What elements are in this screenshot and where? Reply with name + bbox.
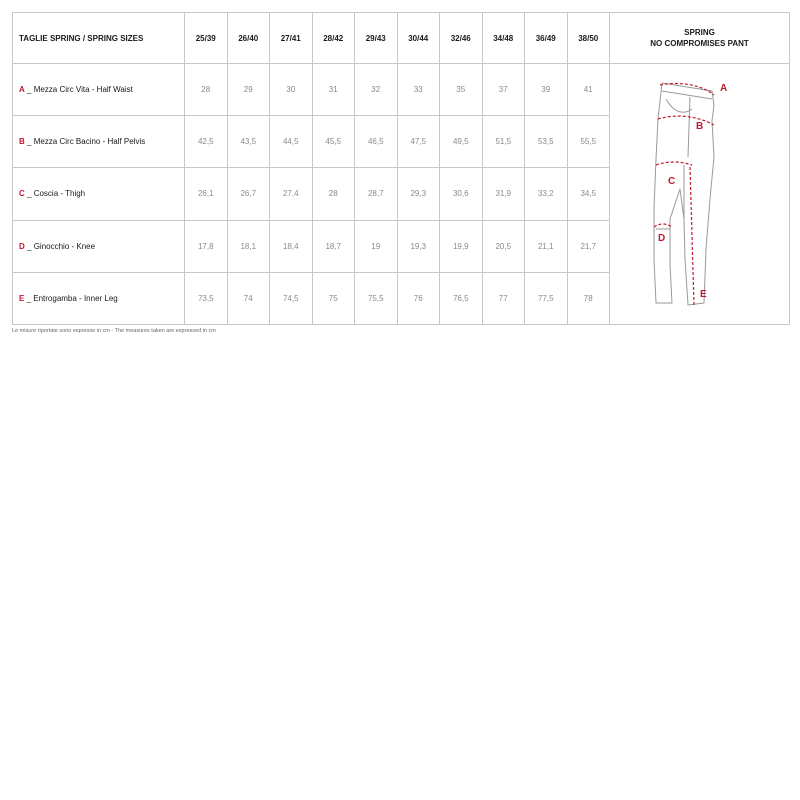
measure-letter: A: [19, 85, 25, 95]
size-header: 27/41: [270, 13, 313, 64]
measure-letter: E: [19, 293, 25, 303]
value-cell: 31: [312, 64, 355, 116]
row-label-waist: [13, 64, 185, 116]
label-separator: _: [24, 293, 34, 303]
value-cell: 20,5: [482, 220, 525, 272]
value-cell: 19: [355, 220, 398, 272]
measure-name: Ginocchio - Knee: [33, 241, 96, 251]
value-cell: 45,5: [312, 116, 355, 168]
marker-d: D: [657, 233, 665, 244]
measure-name: Entrogamba - Inner Leg: [33, 293, 118, 303]
row-label-inner-leg: [13, 272, 185, 324]
value-cell: 42,5: [185, 116, 228, 168]
label-separator: _: [24, 137, 34, 147]
size-header: 26/40: [227, 13, 270, 64]
value-cell: 18,4: [270, 220, 313, 272]
size-header: 32/46: [440, 13, 483, 64]
value-cell: 29: [227, 64, 270, 116]
value-cell: 41: [567, 64, 610, 116]
value-cell: 75,5: [355, 272, 398, 324]
value-cell: 18,1: [227, 220, 270, 272]
product-line-1: SPRING: [684, 28, 715, 37]
marker-a: A: [719, 83, 727, 94]
marker-e: E: [699, 289, 707, 300]
value-cell: 49,5: [440, 116, 483, 168]
value-cell: 35: [440, 64, 483, 116]
measure-a-line: [660, 83, 714, 95]
size-header: 30/44: [397, 13, 440, 64]
table-row: [13, 64, 790, 116]
value-cell: 34,5: [567, 168, 610, 220]
size-chart-table: [12, 12, 790, 325]
value-cell: 43,5: [227, 116, 270, 168]
value-cell: 31,9: [482, 168, 525, 220]
label-separator: _: [24, 241, 34, 251]
pocket-line: [666, 99, 692, 112]
value-cell: 28: [185, 64, 228, 116]
value-cell: 47,5: [397, 116, 440, 168]
label-separator: _: [24, 189, 34, 199]
value-cell: 17,8: [185, 220, 228, 272]
value-cell: 30: [270, 64, 313, 116]
value-cell: 77,5: [525, 272, 568, 324]
size-header: 28/42: [312, 13, 355, 64]
value-cell: 26,7: [227, 168, 270, 220]
value-cell: 30,6: [440, 168, 483, 220]
value-cell: 19,9: [440, 220, 483, 272]
value-cell: 27,4: [270, 168, 313, 220]
size-header: 38/50: [567, 13, 610, 64]
value-cell: 53,5: [525, 116, 568, 168]
measure-letter: C: [19, 189, 25, 199]
value-cell: 33,2: [525, 168, 568, 220]
product-name: [610, 13, 790, 64]
measure-letter: D: [19, 241, 25, 251]
value-cell: 51,5: [482, 116, 525, 168]
measure-name: Coscia - Thigh: [33, 189, 86, 199]
measure-d-line: [654, 224, 672, 227]
value-cell: 39: [525, 64, 568, 116]
value-cell: 46,5: [355, 116, 398, 168]
size-header: 36/49: [525, 13, 568, 64]
value-cell: 33: [397, 64, 440, 116]
row-label-pelvis: [13, 116, 185, 168]
value-cell: 73,5: [185, 272, 228, 324]
value-cell: 74,5: [270, 272, 313, 324]
table-title: TAGLIE SPRING / SPRING SIZES: [13, 13, 185, 64]
label-separator: _: [24, 85, 34, 95]
value-cell: 74: [227, 272, 270, 324]
value-cell: 19,3: [397, 220, 440, 272]
row-label-knee: [13, 220, 185, 272]
value-cell: 29,3: [397, 168, 440, 220]
measure-e-line: [690, 167, 694, 305]
measure-name: Mezza Circ Bacino - Half Pelvis: [33, 137, 146, 147]
size-header: 34/48: [482, 13, 525, 64]
measure-b-line: [658, 116, 714, 125]
waistband-line: [662, 91, 712, 99]
size-header: 25/39: [185, 13, 228, 64]
size-header: 29/43: [355, 13, 398, 64]
header-row: [13, 13, 790, 64]
value-cell: 21,1: [525, 220, 568, 272]
measurement-footnote: Le misure riportate sono espresse in cm - The measures taken are expressed in cm: [12, 328, 216, 334]
measure-c-line: [656, 162, 692, 165]
pant-diagram: [640, 69, 760, 319]
value-cell: 26,1: [185, 168, 228, 220]
measure-name: Mezza Circ Vita - Half Waist: [33, 85, 133, 95]
row-label-thigh: [13, 168, 185, 220]
value-cell: 77: [482, 272, 525, 324]
measure-letter: B: [19, 137, 25, 147]
value-cell: 55,5: [567, 116, 610, 168]
value-cell: 44,5: [270, 116, 313, 168]
value-cell: 37: [482, 64, 525, 116]
marker-c: C: [667, 176, 675, 187]
value-cell: 32: [355, 64, 398, 116]
value-cell: 78: [567, 272, 610, 324]
marker-b: B: [695, 121, 703, 132]
value-cell: 76,5: [440, 272, 483, 324]
value-cell: 76: [397, 272, 440, 324]
pant-diagram-cell: [610, 64, 790, 325]
value-cell: 21,7: [567, 220, 610, 272]
value-cell: 28: [312, 168, 355, 220]
product-line-2: NO COMPROMISES PANT: [650, 39, 749, 48]
value-cell: 28,7: [355, 168, 398, 220]
value-cell: 18,7: [312, 220, 355, 272]
value-cell: 75: [312, 272, 355, 324]
fly-line: [688, 97, 690, 157]
